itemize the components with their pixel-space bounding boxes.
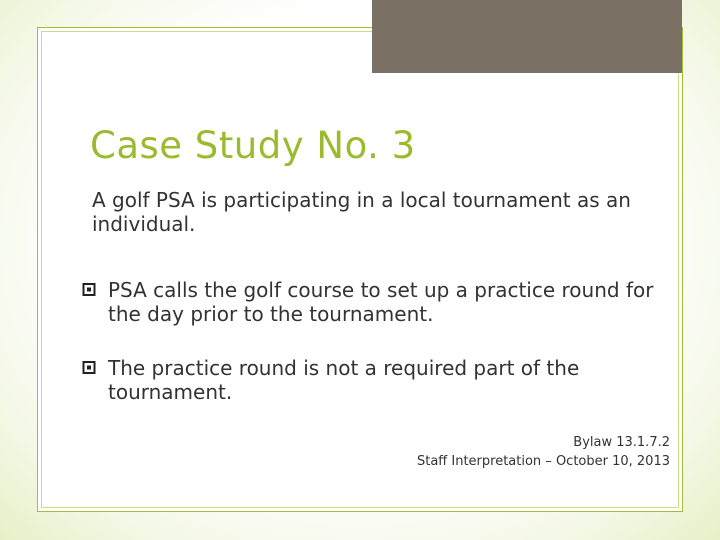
list-item	[82, 278, 672, 326]
citation	[417, 433, 670, 471]
citation-bylaw: Bylaw 13.1.7.2	[573, 435, 670, 450]
lead-text: A golf PSA is participating in a local tournament as an individual.	[92, 188, 631, 236]
hollow-square-bullet-icon	[82, 282, 96, 298]
header-bar	[372, 0, 682, 73]
list-item	[82, 356, 672, 404]
citation-interpretation: Staff Interpretation – October 10, 2013	[416, 454, 670, 469]
slide-title: Case Study No. 3	[90, 124, 416, 167]
hollow-square-bullet-icon	[82, 360, 96, 376]
bullet-text: PSA calls the golf course to set up a practice round for the day prior to the tournament.	[108, 278, 654, 326]
bullet-text: The practice round is not a required part of the tournament.	[108, 356, 580, 404]
bullet-list	[82, 278, 672, 434]
